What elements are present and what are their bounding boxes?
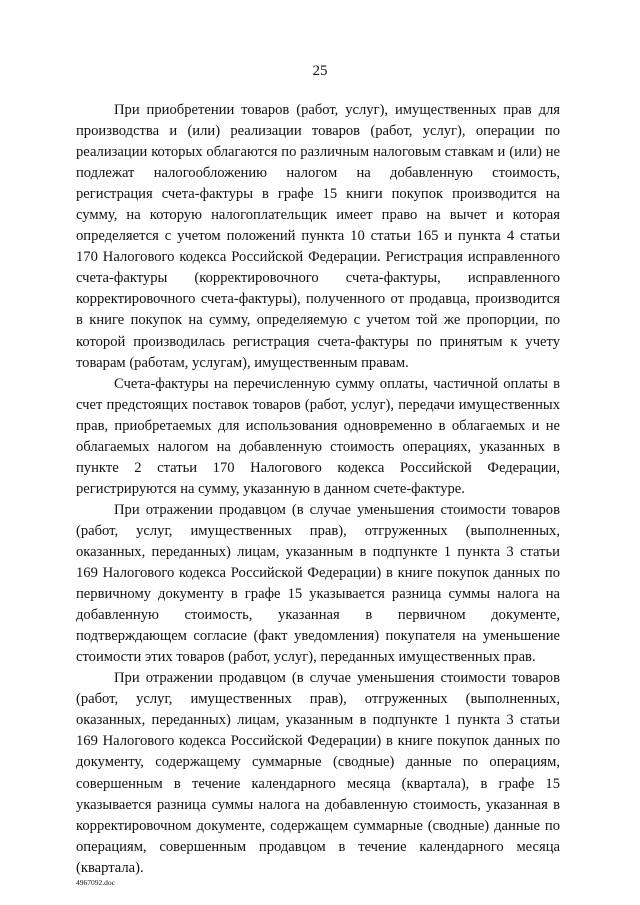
paragraph-4: При отражении продавцом (в случае уменьшения стоимости товаров (работ, услуг, имущественных прав), отгруженных (выполненных, оказанных, переданных) лицам, указанным в подпункте 1 пункта 3 статьи 169 Налогового кодекса Российской Федерации) в книге покупок данных по документу, содержащему суммарные (сводные) данные по операциям, совершенным в течение календарного месяца (квартала), в графе 15 указывается разница суммы налога на добавленную стоимость, указанная в корректировочном документе, содержащем суммарные (сводные) данные по операциям, совершенным продавцом в течение календарного месяца (квартала). (76, 670, 560, 876)
paragraph-1: При приобретении товаров (работ, услуг), имущественных прав для производства и (или) реализации товаров (работ, услуг), операции по реализации которых облагаются по различным налоговым ставкам и (или) не подлежат налогообложению налогом на добавленную стоимость, регистрация счета-фактуры в графе 15 книги покупок производится на сумму, на которую налогоплательщик имеет право на вычет и которая определяется с учетом положений пункта 10 статьи 165 и пункта 4 статьи 170 Налогового кодекса Российской Федерации. Регистрация исправленного счета-фактуры (корректировочного счета-фактуры, исправленного корректировочного счета-фактуры), полученного от продавца, производится в книге покупок на сумму, определяемую с учетом той же пропорции, по которой производилась регистрация счета-фактуры по принятым к учету товарам (работам, услугам), имущественным правам. (76, 102, 560, 371)
document-body (76, 100, 560, 879)
page-number: 25 (312, 63, 328, 79)
paragraph-2: Счета-фактуры на перечисленную сумму оплаты, частичной оплаты в счет предстоящих поставок товаров (работ, услуг), передачи имущественных прав, приобретаемых для использования одновременно в облагаемых и не облагаемых налогом на добавленную стоимость операциях, указанных в пункте 2 статьи 170 Налогового кодекса Российской Федерации, регистрируются на сумму, указанную в данном счете-фактуре. (76, 375, 560, 497)
paragraph-3: При отражении продавцом (в случае уменьшения стоимости товаров (работ, услуг, имущественных прав), отгруженных (выполненных, оказанных, переданных) лицам, указанным в подпункте 1 пункта 3 статьи 169 Налогового кодекса Российской Федерации) в книге покупок данных по первичному документу в графе 15 указывается разница суммы налога на добавленную стоимость, указанная в первичном документе, подтверждающем согласие (факт уведомления) покупателя на уменьшение стоимости этих товаров (работ, услуг), переданных имущественных прав. (76, 501, 560, 666)
footer-filename: 4967092.doc (76, 878, 115, 887)
